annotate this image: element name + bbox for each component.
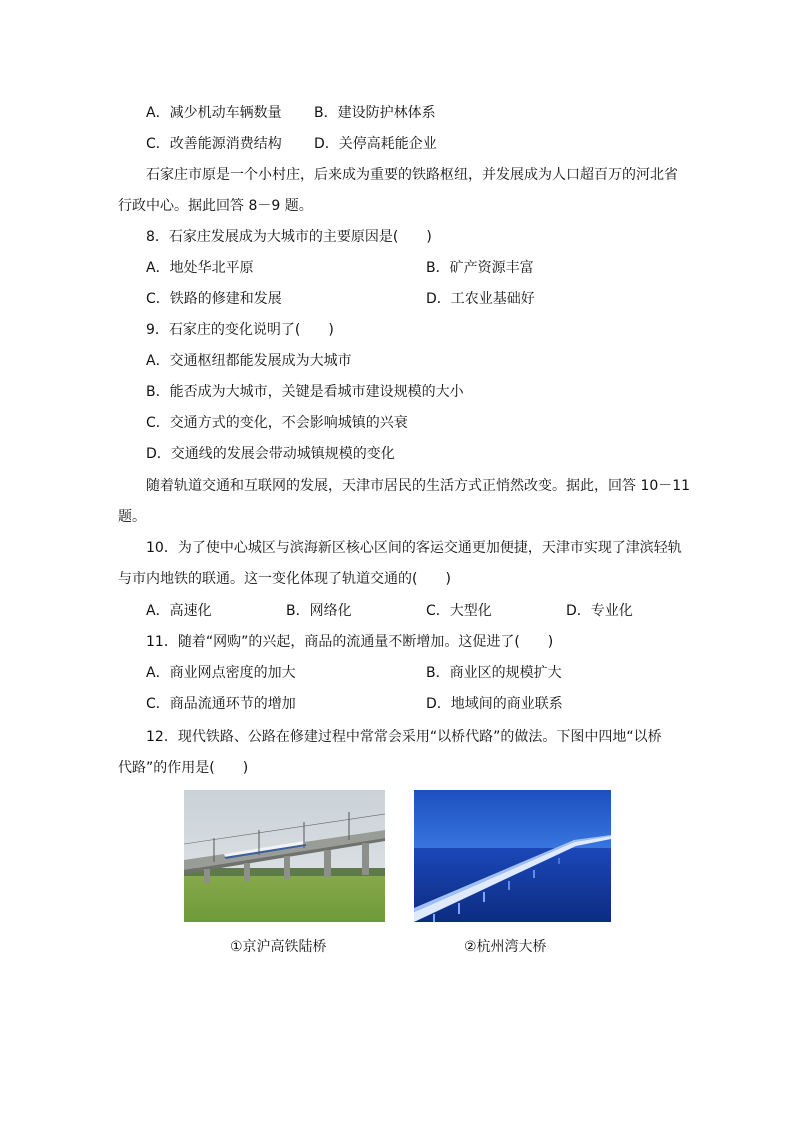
q7-option-c: C．改善能源消费结构 (146, 136, 282, 152)
q8-option-d: D．工农业基础好 (426, 291, 535, 307)
photo-hangzhou-bay-bridge (414, 790, 611, 922)
photo-2-caption: ②杭州湾大桥 (464, 939, 547, 955)
q12-stem-line-2: 代路”的作用是( ) (118, 760, 249, 776)
passage-1-line-2: 行政中心。据此回答 8－9 题。 (118, 198, 313, 214)
passage-2-line-1: 随着轨道交通和互联网的发展，天津市居民的生活方式正悄然改变。据此，回答 10－11 (146, 478, 691, 494)
q11-stem: 11．随着“网购”的兴起，商品的流通量不断增加。这促进了( ) (146, 634, 554, 650)
q11-option-d: D．地域间的商业联系 (426, 696, 563, 712)
q10-option-a: A．高速化 (146, 603, 212, 619)
q8-option-c: C．铁路的修建和发展 (146, 291, 282, 307)
q9-option-c: C．交通方式的变化，不会影响城镇的兴衰 (146, 415, 408, 431)
q8-option-a: A．地处华北平原 (146, 260, 254, 276)
q9-option-b: B．能否成为大城市，关键是看城市建设规模的大小 (146, 384, 464, 400)
q9-option-d: D．交通线的发展会带动城镇规模的变化 (146, 446, 395, 462)
passage-1-line-1: 石家庄市原是一个小村庄，后来成为重要的铁路枢纽，并发展成为人口超百万的河北省 (146, 167, 678, 183)
passage-2-line-2: 题。 (118, 509, 146, 525)
q11-option-b: B．商业区的规模扩大 (426, 665, 562, 681)
q10-stem-line-2: 与市内地铁的联通。这一变化体现了轨道交通的( ) (118, 571, 451, 587)
q9-stem: 9．石家庄的变化说明了( ) (146, 322, 334, 338)
q7-option-b: B．建设防护林体系 (314, 105, 436, 121)
q11-option-a: A．商业网点密度的加大 (146, 665, 296, 681)
q9-option-a: A．交通枢纽都能发展成为大城市 (146, 353, 352, 369)
q11-option-c: C．商品流通环节的增加 (146, 696, 296, 712)
q12-stem-line-1: 12．现代铁路、公路在修建过程中常常会采用“以桥代路”的做法。下图中四地“以桥 (146, 729, 662, 745)
q7-option-a: A．减少机动车辆数量 (146, 105, 282, 121)
q10-option-b: B．网络化 (286, 603, 352, 619)
q10-option-d: D．专业化 (566, 603, 633, 619)
photo-high-speed-rail-bridge (184, 790, 385, 922)
photo-1-caption: ①京沪高铁陆桥 (230, 939, 327, 955)
q7-option-d: D．关停高耗能企业 (314, 136, 437, 152)
q10-stem-line-1: 10．为了使中心城区与滨海新区核心区间的客运交通更加便捷，天津市实现了津滨轻轨 (146, 540, 682, 556)
q8-option-b: B．矿产资源丰富 (426, 260, 534, 276)
q8-stem: 8．石家庄发展成为大城市的主要原因是( ) (146, 229, 432, 245)
q10-option-c: C．大型化 (426, 603, 492, 619)
